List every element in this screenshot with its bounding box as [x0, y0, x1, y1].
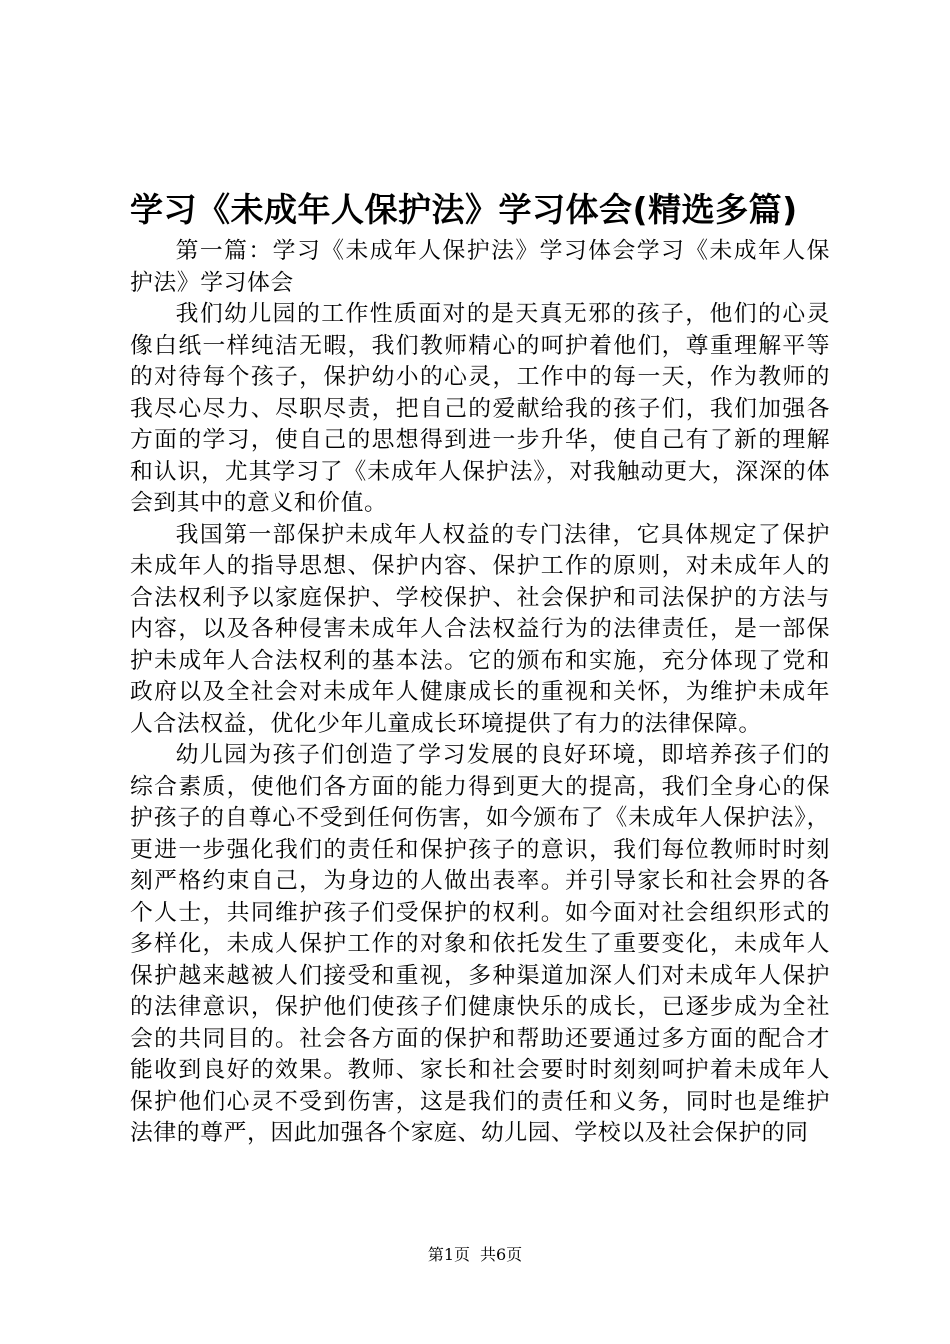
paragraph-3: 我国第一部保护未成年人权益的专门法律，它具体规定了保护未成年人的指导思想、保护内容、保护工作的原则，对未成年人的合法权利予以家庭保护、学校保护、社会保护和司法保护的方法与内容，以及各种侵害未成年人合法权益行为的法律责任，是一部保护未成年人合法权利的基本法。它的颁布和实施，充分体现了党和政府以及全社会对未成年人健康成长的重视和关怀，为维护未成年人合法权益，优化少年儿童成长环境提供了有力的法律保障。 — [130, 521, 830, 737]
page-total: 共6页 — [480, 1245, 523, 1264]
document-body — [130, 236, 830, 1150]
page-number: 第1页 — [427, 1245, 470, 1264]
document-title: 学习《未成年人保护法》学习体会(精选多篇) — [130, 190, 798, 229]
paragraph-4: 幼儿园为孩子们创造了学习发展的良好环境，即培养孩子们的综合素质，使他们各方面的能力得到更大的提高，我们全身心的保护孩子的自尊心不受到任何伤害，如今颁布了《未成年人保护法》，更进一步强化我们的责任和保护孩子的意识，我们每位教师时时刻刻严格约束自己，为身边的人做出表率。并引导家长和社会界的各个人士，共同维护孩子们受保护的权利。如今面对社会组织形式的多样化，未成人保护工作的对象和依托发生了重要变化，未成年人保护越来越被人们接受和重视，多种渠道加深人们对未成年人保护的法律意识，保护他们使孩子们健康快乐的成长，已逐步成为全社会的共同目的。社会各方面的保护和帮助还要通过多方面的配合才能收到良好的效果。教师、家长和社会要时时刻刻呵护着未成年人保护他们心灵不受到伤害，这是我们的责任和义务，同时也是维护法律的尊严，因此加强各个家庭、幼儿园、学校以及社会保护的同 — [130, 742, 830, 1146]
paragraph-2: 我们幼儿园的工作性质面对的是天真无邪的孩子，他们的心灵像白纸一样纯洁无暇，我们教师精心的呵护着他们，尊重理解平等的对待每个孩子，保护幼小的心灵，工作中的每一天，作为教师的我尽心尽力、尽职尽责，把自己的爱献给我的孩子们，我们加强各方面的学习，使自己的思想得到进一步升华，使自己有了新的理解和认识，尤其学习了《未成年人保护法》，对我触动更大，深深的体会到其中的意义和价值。 — [130, 301, 830, 516]
page-footer — [0, 1244, 950, 1266]
paragraph-1: 第一篇：学习《未成年人保护法》学习体会学习《未成年人保护法》学习体会 — [130, 238, 830, 296]
